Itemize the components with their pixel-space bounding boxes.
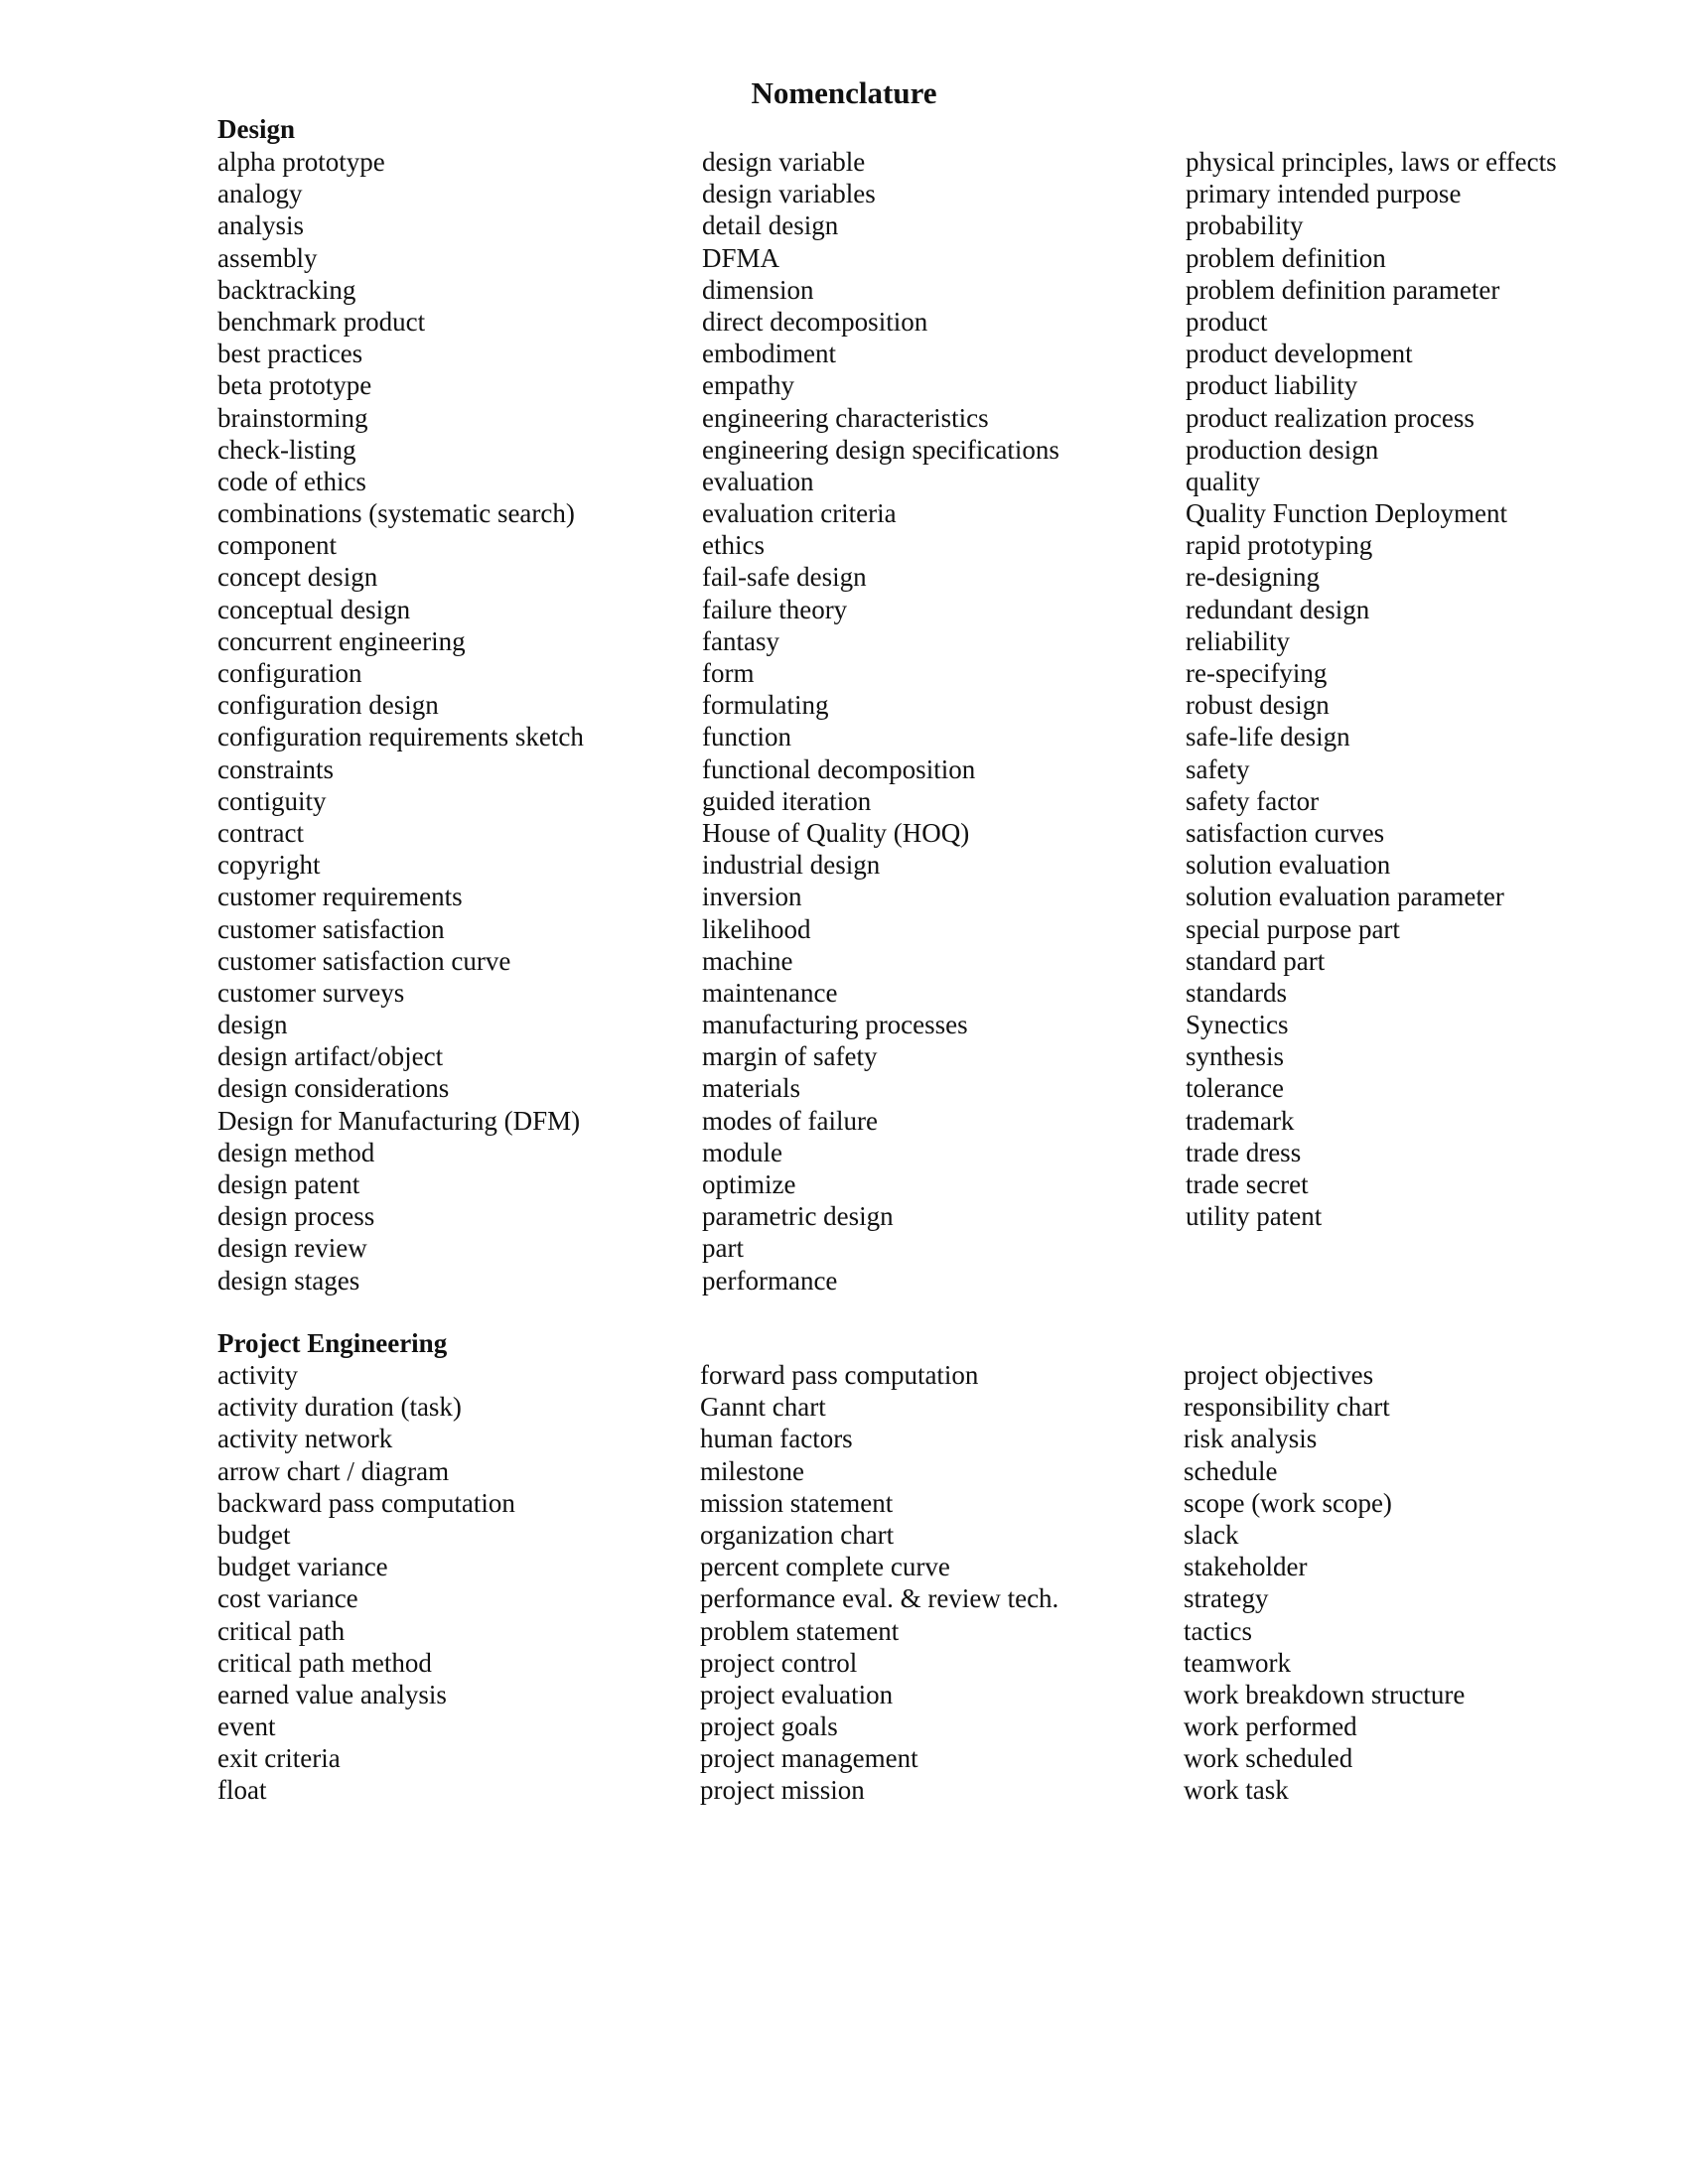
term-item: performance eval. & review tech. bbox=[700, 1583, 1059, 1614]
term-item: exit criteria bbox=[217, 1743, 341, 1774]
term-item: configuration design bbox=[217, 690, 439, 721]
term-item: best practices bbox=[217, 339, 363, 369]
term-item: customer surveys bbox=[217, 977, 405, 1008]
term-item: re-designing bbox=[1186, 562, 1320, 593]
term-item: risk analysis bbox=[1184, 1424, 1318, 1454]
term-item: problem statement bbox=[700, 1615, 900, 1646]
term-item: activity network bbox=[217, 1424, 393, 1454]
term-item: trademark bbox=[1186, 1105, 1295, 1136]
term-item: dimension bbox=[702, 274, 814, 305]
term-item: benchmark product bbox=[217, 306, 426, 337]
term-item: earned value analysis bbox=[217, 1679, 447, 1709]
term-item: cost variance bbox=[217, 1583, 358, 1614]
term-item: utility patent bbox=[1186, 1201, 1323, 1232]
term-item: form bbox=[702, 658, 755, 688]
term-item: likelihood bbox=[702, 913, 811, 944]
section-heading-design: Design bbox=[217, 114, 296, 144]
term-item: design review bbox=[217, 1233, 367, 1264]
term-item: functional decomposition bbox=[702, 753, 976, 784]
term-item: satisfaction curves bbox=[1186, 817, 1385, 848]
term-item: design stages bbox=[217, 1265, 360, 1296]
term-item: assembly bbox=[217, 242, 318, 273]
term-item: solution evaluation parameter bbox=[1186, 882, 1504, 912]
term-item: analysis bbox=[217, 210, 304, 241]
term-item: work breakdown structure bbox=[1184, 1679, 1466, 1709]
term-item: guided iteration bbox=[702, 785, 872, 816]
term-item: alpha prototype bbox=[217, 147, 385, 177]
term-item: contiguity bbox=[217, 785, 327, 816]
term-item: human factors bbox=[700, 1424, 853, 1454]
term-item: physical principles, laws or effects bbox=[1186, 147, 1557, 177]
term-item: code of ethics bbox=[217, 466, 366, 496]
term-item: percent complete curve bbox=[700, 1552, 950, 1582]
term-item: fantasy bbox=[702, 625, 779, 656]
term-item: activity duration (task) bbox=[217, 1392, 462, 1423]
term-item: DFMA bbox=[702, 242, 780, 273]
project-engineering-term-column-2 bbox=[700, 1359, 1058, 1807]
term-item: special purpose part bbox=[1186, 913, 1400, 944]
term-item: work scheduled bbox=[1184, 1743, 1353, 1774]
term-item: configuration bbox=[217, 658, 362, 688]
term-item: contract bbox=[217, 817, 304, 848]
term-item: backtracking bbox=[217, 274, 356, 305]
term-item: organization chart bbox=[700, 1519, 895, 1550]
term-item: component bbox=[217, 530, 337, 561]
term-item: trade secret bbox=[1186, 1169, 1309, 1199]
term-item: engineering design specifications bbox=[702, 434, 1059, 465]
term-item: primary intended purpose bbox=[1186, 179, 1462, 209]
term-item: design considerations bbox=[217, 1073, 450, 1104]
term-item: function bbox=[702, 722, 791, 752]
term-item: design variables bbox=[702, 179, 876, 209]
term-item: manufacturing processes bbox=[702, 1010, 968, 1040]
term-item: industrial design bbox=[702, 850, 881, 881]
term-item: float bbox=[217, 1775, 267, 1806]
term-item: design variable bbox=[702, 147, 866, 177]
term-item: performance bbox=[702, 1265, 838, 1296]
term-item: problem definition parameter bbox=[1186, 274, 1500, 305]
term-item: module bbox=[702, 1137, 782, 1167]
term-item: teamwork bbox=[1184, 1647, 1291, 1678]
term-item: check-listing bbox=[217, 434, 356, 465]
project-engineering-term-column-3 bbox=[1184, 1359, 1465, 1807]
term-item: project management bbox=[700, 1743, 918, 1774]
term-item: budget variance bbox=[217, 1552, 388, 1582]
term-item: copyright bbox=[217, 850, 321, 881]
term-item: redundant design bbox=[1186, 594, 1370, 624]
term-item: safety factor bbox=[1186, 785, 1320, 816]
design-term-column-2 bbox=[702, 146, 1059, 1297]
term-item: maintenance bbox=[702, 977, 838, 1008]
term-item: arrow chart / diagram bbox=[217, 1455, 450, 1486]
term-item: Gannt chart bbox=[700, 1392, 826, 1423]
term-item: quality bbox=[1186, 466, 1260, 496]
term-item: part bbox=[702, 1233, 744, 1264]
term-item: failure theory bbox=[702, 594, 848, 624]
term-item: strategy bbox=[1184, 1583, 1269, 1614]
term-item: product development bbox=[1186, 339, 1413, 369]
term-item: activity bbox=[217, 1360, 298, 1390]
term-item: project goals bbox=[700, 1711, 838, 1742]
term-item: backward pass computation bbox=[217, 1487, 515, 1518]
term-item: inversion bbox=[702, 882, 802, 912]
term-item: brainstorming bbox=[217, 402, 368, 433]
term-item: budget bbox=[217, 1519, 291, 1550]
term-item: standard part bbox=[1186, 945, 1326, 976]
term-item: Synectics bbox=[1186, 1010, 1289, 1040]
term-item: embodiment bbox=[702, 339, 836, 369]
term-item: project evaluation bbox=[700, 1679, 894, 1709]
term-item: mission statement bbox=[700, 1487, 894, 1518]
term-item: critical path bbox=[217, 1615, 346, 1646]
term-item: House of Quality (HOQ) bbox=[702, 817, 970, 848]
term-item: design artifact/object bbox=[217, 1041, 444, 1072]
term-item: concept design bbox=[217, 562, 378, 593]
term-item: design method bbox=[217, 1137, 375, 1167]
term-item: project control bbox=[700, 1647, 858, 1678]
term-item: reliability bbox=[1186, 625, 1290, 656]
section-heading-project-engineering: Project Engineering bbox=[217, 1328, 448, 1358]
term-item: product bbox=[1186, 306, 1268, 337]
project-engineering-term-column-1 bbox=[217, 1359, 515, 1807]
term-item: robust design bbox=[1186, 690, 1330, 721]
term-item: solution evaluation bbox=[1186, 850, 1391, 881]
term-item: schedule bbox=[1184, 1455, 1278, 1486]
term-item: tactics bbox=[1184, 1615, 1252, 1646]
design-term-column-3 bbox=[1186, 146, 1557, 1232]
term-item: configuration requirements sketch bbox=[217, 722, 584, 752]
term-item: standards bbox=[1186, 977, 1287, 1008]
term-item: tolerance bbox=[1186, 1073, 1284, 1104]
term-item: formulating bbox=[702, 690, 829, 721]
term-item: constraints bbox=[217, 753, 334, 784]
term-item: Design for Manufacturing (DFM) bbox=[217, 1105, 581, 1136]
term-item: rapid prototyping bbox=[1186, 530, 1373, 561]
term-item: ethics bbox=[702, 530, 765, 561]
term-item: evaluation bbox=[702, 466, 814, 496]
term-item: customer satisfaction curve bbox=[217, 945, 511, 976]
term-item: analogy bbox=[217, 179, 303, 209]
term-item: probability bbox=[1186, 210, 1304, 241]
term-item: customer requirements bbox=[217, 882, 463, 912]
term-item: trade dress bbox=[1186, 1137, 1302, 1167]
term-item: parametric design bbox=[702, 1201, 894, 1232]
term-item: customer satisfaction bbox=[217, 913, 445, 944]
term-item: work task bbox=[1184, 1775, 1289, 1806]
term-item: critical path method bbox=[217, 1647, 432, 1678]
term-item: work performed bbox=[1184, 1711, 1357, 1742]
term-item: synthesis bbox=[1186, 1041, 1285, 1072]
term-item: slack bbox=[1184, 1519, 1239, 1550]
term-item: combinations (systematic search) bbox=[217, 498, 575, 529]
term-item: direct decomposition bbox=[702, 306, 928, 337]
term-item: evaluation criteria bbox=[702, 498, 897, 529]
page-title: Nomenclature bbox=[751, 75, 937, 110]
term-item: responsibility chart bbox=[1184, 1392, 1390, 1423]
term-item: design patent bbox=[217, 1169, 360, 1199]
term-item: empathy bbox=[702, 370, 794, 401]
term-item: forward pass computation bbox=[700, 1360, 979, 1390]
term-item: safe-life design bbox=[1186, 722, 1350, 752]
term-item: project mission bbox=[700, 1775, 865, 1806]
term-item: detail design bbox=[702, 210, 839, 241]
term-item: optimize bbox=[702, 1169, 796, 1199]
term-item: re-specifying bbox=[1186, 658, 1328, 688]
term-item: problem definition bbox=[1186, 242, 1386, 273]
term-item: materials bbox=[702, 1073, 800, 1104]
term-item: engineering characteristics bbox=[702, 402, 989, 433]
term-item: conceptual design bbox=[217, 594, 411, 624]
term-item: concurrent engineering bbox=[217, 625, 466, 656]
term-item: fail-safe design bbox=[702, 562, 867, 593]
term-item: safety bbox=[1186, 753, 1250, 784]
term-item: project objectives bbox=[1184, 1360, 1374, 1390]
term-item: design bbox=[217, 1010, 288, 1040]
term-item: product realization process bbox=[1186, 402, 1475, 433]
term-item: stakeholder bbox=[1184, 1552, 1308, 1582]
term-item: Quality Function Deployment bbox=[1186, 498, 1507, 529]
design-term-column-1 bbox=[217, 146, 584, 1297]
term-item: beta prototype bbox=[217, 370, 372, 401]
term-item: margin of safety bbox=[702, 1041, 878, 1072]
term-item: production design bbox=[1186, 434, 1379, 465]
term-item: product liability bbox=[1186, 370, 1358, 401]
term-item: milestone bbox=[700, 1455, 804, 1486]
term-item: event bbox=[217, 1711, 276, 1742]
term-item: machine bbox=[702, 945, 793, 976]
term-item: scope (work scope) bbox=[1184, 1487, 1392, 1518]
term-item: design process bbox=[217, 1201, 375, 1232]
term-item: modes of failure bbox=[702, 1105, 878, 1136]
